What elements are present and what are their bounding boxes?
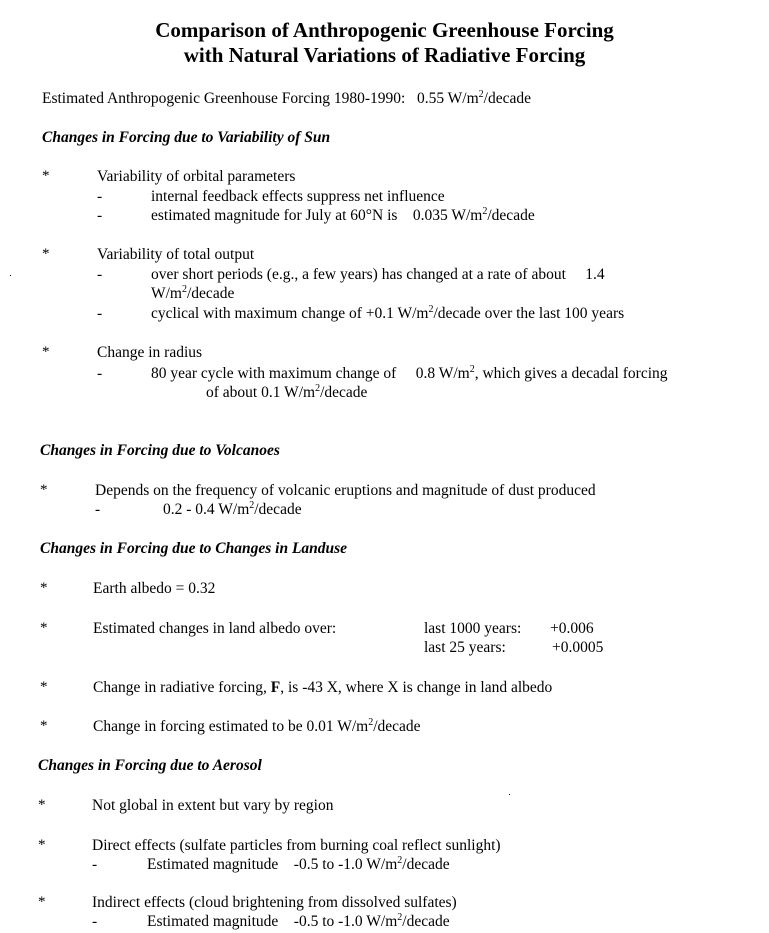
dash-marker: - bbox=[97, 188, 103, 205]
bullet-marker: * bbox=[40, 580, 48, 596]
aerosol-indirect-sub-label: Estimated magnitude bbox=[147, 913, 279, 930]
orbital-sub2-unit: /decade bbox=[487, 207, 535, 224]
volcano-sub bbox=[163, 500, 302, 519]
landuse-forcing bbox=[93, 678, 552, 697]
orbital-sub2 bbox=[151, 206, 535, 225]
landuse-row1-value: +0.006 bbox=[550, 620, 594, 637]
section-heading-volcanoes: Changes in Forcing due to Volcanoes bbox=[40, 442, 280, 459]
landuse-forcing-text: Change in radiative forcing, bbox=[93, 679, 267, 696]
bullet-marker: * bbox=[40, 679, 48, 695]
aerosol-indirect-sub-unit: /decade bbox=[402, 913, 450, 930]
dash-marker: - bbox=[97, 365, 103, 382]
section-heading-landuse: Changes in Forcing due to Changes in Landuse bbox=[40, 540, 348, 557]
dash-marker: - bbox=[97, 207, 103, 224]
landuse-estimate bbox=[93, 717, 421, 736]
output-sub1-text: over short periods (e.g., a few years) has changed at a rate of about bbox=[151, 266, 566, 283]
page-subtitle: with Natural Variations of Radiative Forcing bbox=[183, 43, 586, 67]
bullet-marker: * bbox=[40, 482, 48, 498]
aerosol-indirect-sub-value: -0.5 to -1.0 W/m bbox=[293, 913, 398, 930]
orbital-sub2-text: estimated magnitude for July at 60°N is bbox=[151, 207, 398, 224]
aerosol-direct-sub-unit: /decade bbox=[402, 856, 450, 873]
landuse-forcing-symbol: F bbox=[270, 679, 281, 696]
radius-sub1-tail: , which gives a decadal forcing bbox=[474, 365, 668, 382]
dash-marker: - bbox=[97, 266, 103, 283]
landuse-albedo: Earth albedo = 0.32 bbox=[93, 580, 216, 597]
bullet-marker: * bbox=[38, 894, 46, 910]
orbital-sub1: internal feedback effects suppress net influence bbox=[151, 188, 445, 205]
orbital-label: Variability of orbital parameters bbox=[97, 168, 296, 185]
volcano-sub-unit: /decade bbox=[254, 501, 302, 518]
aerosol-direct-sub-label: Estimated magnitude bbox=[147, 856, 279, 873]
landuse-estimate-text: Change in forcing estimated to be 0.01 W/m bbox=[93, 718, 369, 735]
aerosol-direct-sub-value: -0.5 to -1.0 W/m bbox=[293, 856, 398, 873]
radius-sub1-value: 0.8 W/m bbox=[415, 365, 470, 382]
volcano-sub-value: 0.2 - 0.4 W/m bbox=[163, 501, 250, 518]
radius-label: Change in radius bbox=[97, 344, 203, 361]
volcano-item: Depends on the frequency of volcanic eruptions and magnitude of dust produced bbox=[95, 482, 596, 499]
landuse-estimate-unit: /decade bbox=[373, 718, 421, 735]
output-sub1-unit-line bbox=[151, 284, 234, 303]
output-sub2-text: cyclical with maximum change of +0.1 W/m bbox=[151, 305, 429, 322]
output-label: Variability of total output bbox=[97, 246, 255, 263]
dash-marker: - bbox=[95, 501, 101, 518]
scan-speck bbox=[509, 794, 510, 795]
landuse-row2-label: last 25 years: bbox=[424, 639, 506, 656]
bullet-marker: * bbox=[38, 837, 46, 853]
bullet-marker: * bbox=[38, 797, 46, 813]
landuse-estimate-sup: 2 bbox=[368, 716, 374, 728]
bullet-marker: * bbox=[40, 620, 48, 636]
page-title: Comparison of Anthropogenic Greenhouse Forcing bbox=[155, 18, 614, 42]
radius-sub1-text: 80 year cycle with maximum change of bbox=[151, 365, 397, 382]
bullet-marker: * bbox=[40, 718, 48, 734]
intro-value: 0.55 W/m bbox=[416, 90, 479, 107]
radius-sub1-cont-unit: /decade bbox=[320, 384, 368, 401]
aerosol-direct-sub-sup: 2 bbox=[397, 854, 403, 866]
output-sub1 bbox=[151, 265, 605, 284]
output-sub2-sup: 2 bbox=[428, 303, 434, 315]
intro-unit: /decade bbox=[483, 90, 531, 107]
orbital-sub2-sup: 2 bbox=[482, 205, 488, 217]
radius-sub1-sup: 2 bbox=[469, 363, 475, 375]
dash-marker: - bbox=[97, 305, 103, 322]
output-sub1-unit: W/m bbox=[151, 285, 182, 302]
output-sub1-sup: 2 bbox=[182, 283, 187, 295]
aerosol-indirect: Indirect effects (cloud brightening from dissolved sulfates) bbox=[92, 894, 457, 911]
output-sub1-value: 1.4 bbox=[585, 266, 605, 283]
intro-line bbox=[42, 89, 531, 108]
bullet-marker: * bbox=[42, 344, 50, 360]
landuse-forcing-tail: , is -43 X, where X is change in land albedo bbox=[280, 679, 553, 696]
landuse-row2-value: +0.0005 bbox=[552, 639, 604, 656]
intro-sup: 2 bbox=[478, 88, 484, 100]
aerosol-direct: Direct effects (sulfate particles from burning coal reflect sunlight) bbox=[92, 837, 501, 854]
landuse-row1-label: last 1000 years: bbox=[424, 620, 522, 637]
radius-sub1 bbox=[151, 364, 668, 383]
volcano-sub-sup: 2 bbox=[249, 499, 255, 511]
aerosol-indirect-sub bbox=[147, 912, 450, 931]
section-heading-sun: Changes in Forcing due to Variability of Sun bbox=[42, 129, 331, 146]
aerosol-direct-sub bbox=[147, 855, 450, 874]
bullet-marker: * bbox=[42, 246, 50, 262]
output-sub2-tail: /decade over the last 100 years bbox=[433, 305, 625, 322]
scan-speck bbox=[10, 275, 11, 276]
aerosol-indirect-sub-sup: 2 bbox=[397, 911, 403, 923]
output-sub1-unit-tail: /decade bbox=[187, 285, 235, 302]
dash-marker: - bbox=[92, 913, 98, 930]
bullet-marker: * bbox=[42, 168, 50, 184]
aerosol-global: Not global in extent but vary by region bbox=[92, 797, 334, 814]
section-heading-aerosol: Changes in Forcing due to Aerosol bbox=[38, 757, 262, 774]
orbital-sub2-value: 0.035 W/m bbox=[412, 207, 483, 224]
dash-marker: - bbox=[92, 856, 98, 873]
output-sub2 bbox=[151, 304, 624, 323]
radius-sub1-cont bbox=[206, 383, 367, 402]
intro-label: Estimated Anthropogenic Greenhouse Forcing 1980-1990: bbox=[42, 90, 406, 107]
landuse-changes-label: Estimated changes in land albedo over: bbox=[93, 620, 337, 637]
radius-sub1-cont-sup: 2 bbox=[315, 382, 321, 394]
radius-sub1-cont-text: of about 0.1 W/m bbox=[206, 384, 316, 401]
